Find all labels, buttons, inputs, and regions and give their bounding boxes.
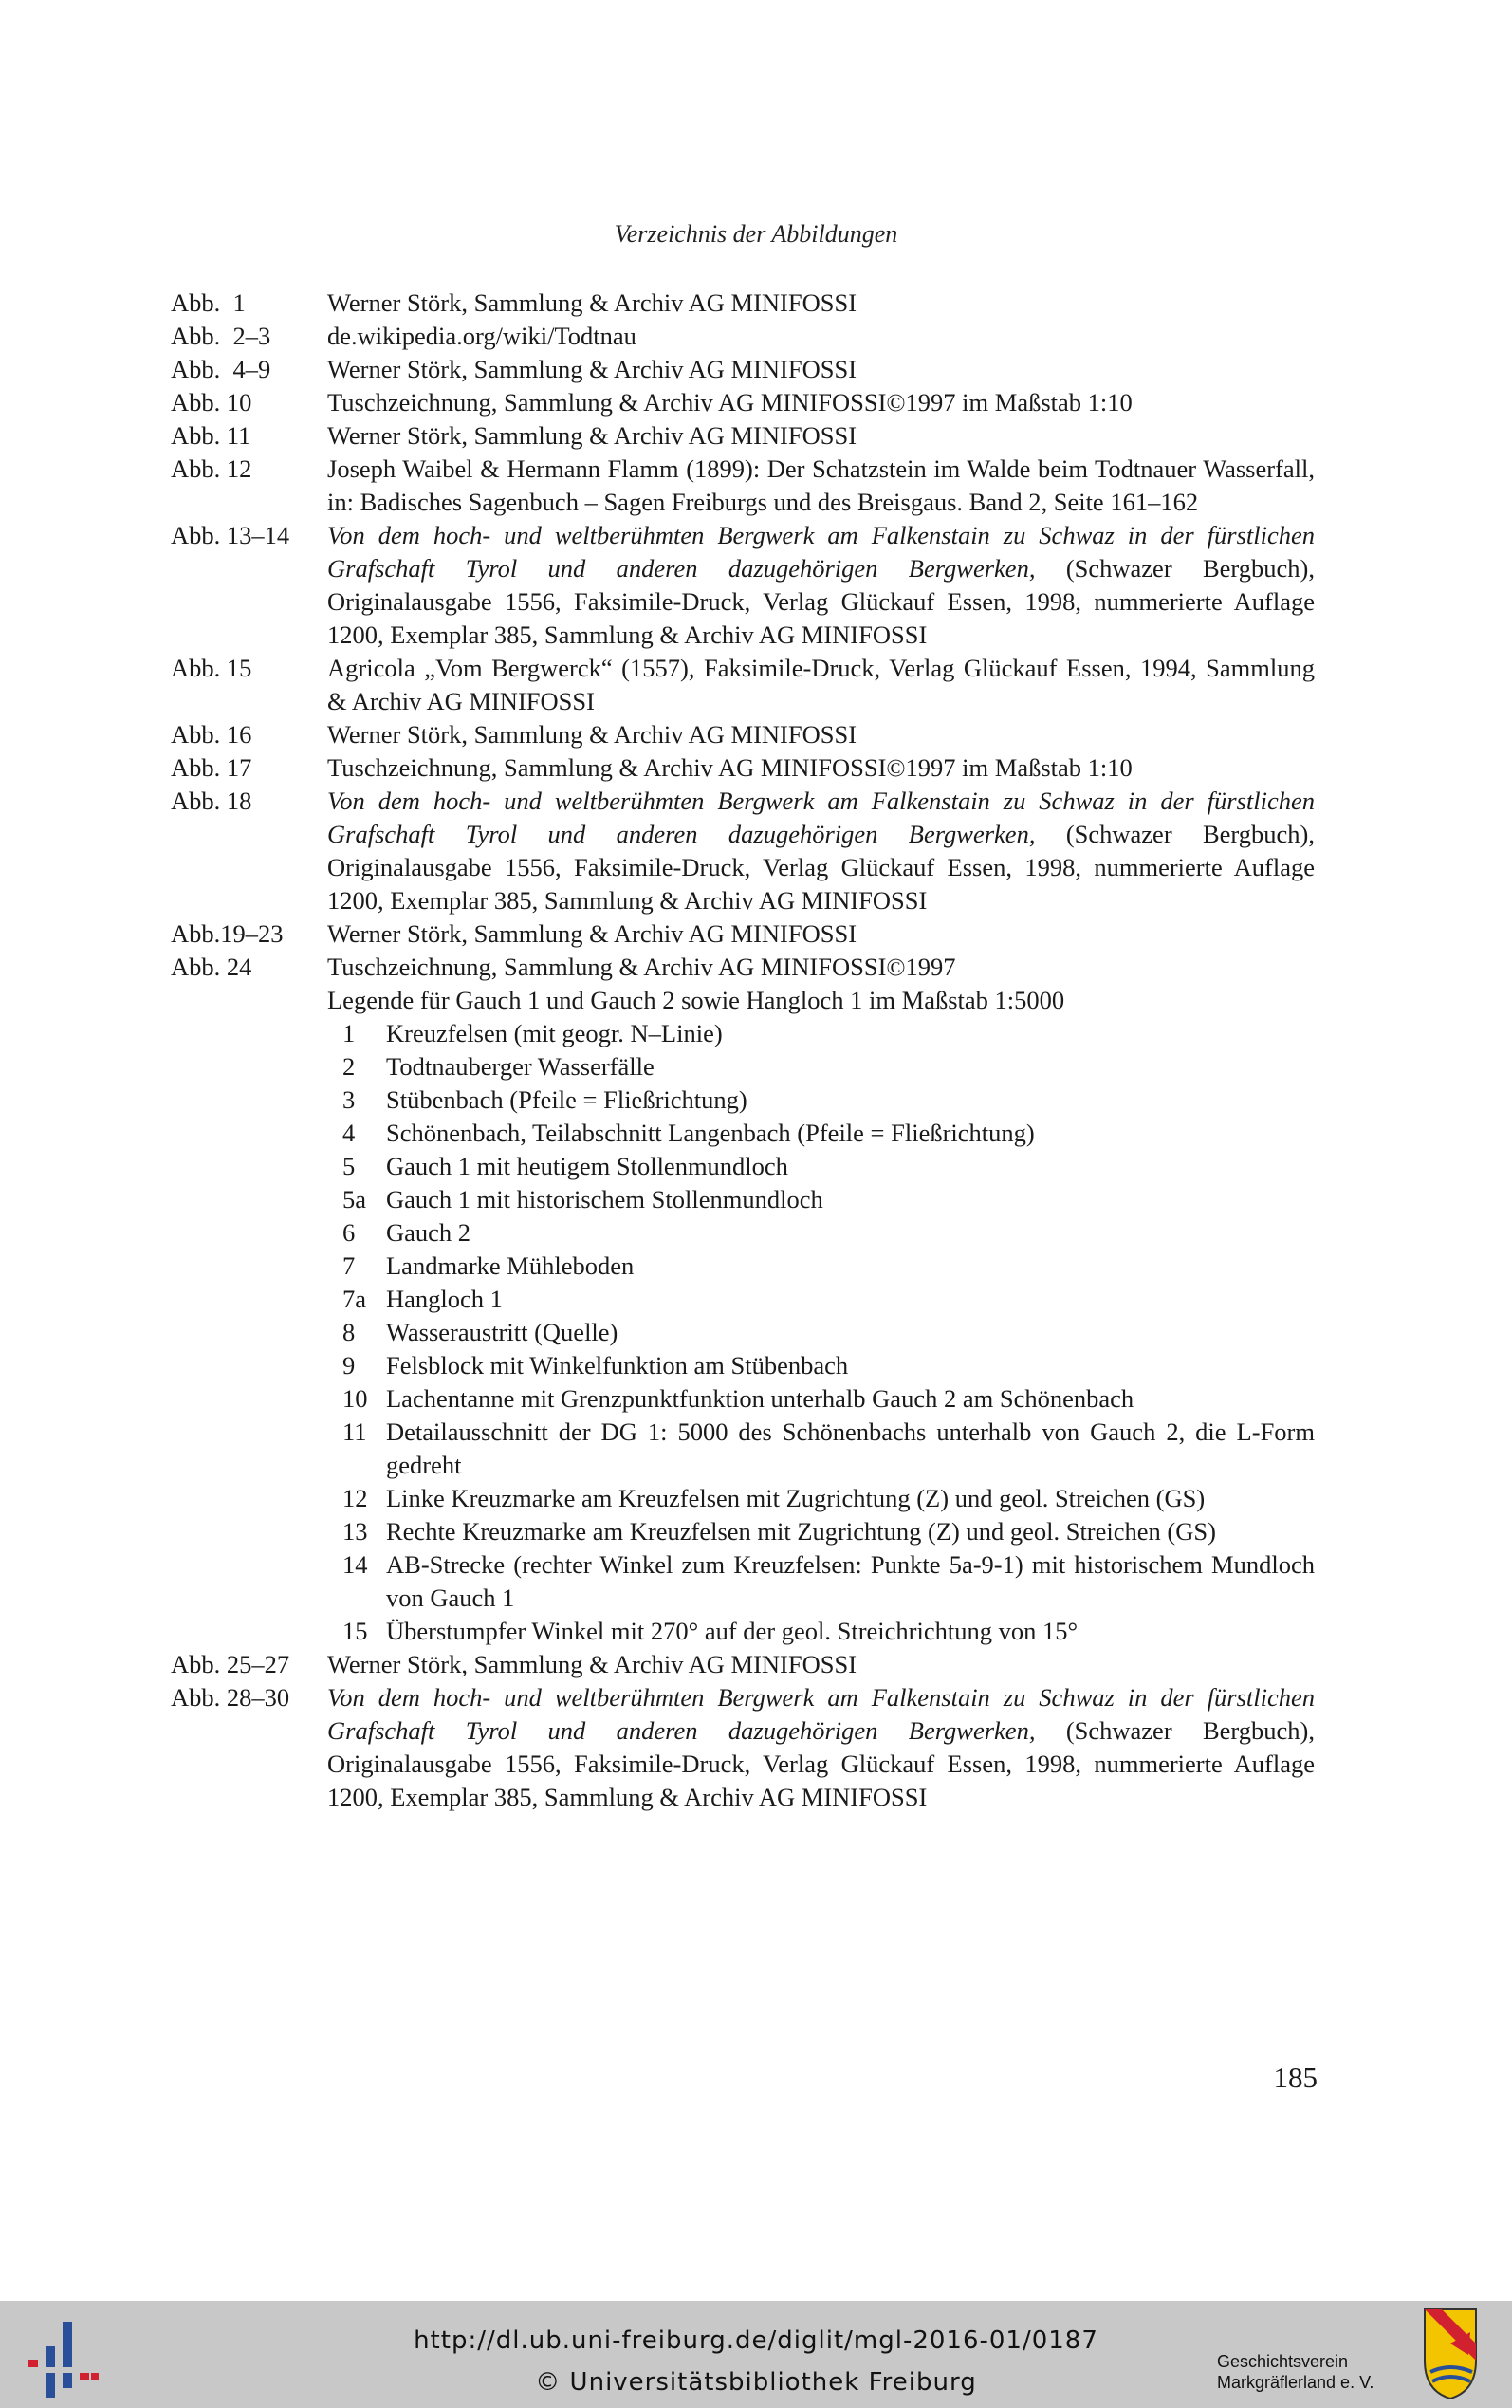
figure-label: Abb. 12 — [171, 454, 252, 483]
page-heading: Verzeichnis der Abbildungen — [614, 220, 898, 248]
figure-label: Abb. 4–9 — [171, 355, 271, 383]
figure-entry — [171, 951, 1315, 984]
legend-text: Gauch 2 — [386, 1218, 471, 1247]
legend-text: Gauch 1 mit historischem Stollenmundloch — [386, 1185, 823, 1213]
legend-number: 8 — [342, 1318, 356, 1346]
page-number: 185 — [1273, 2061, 1318, 2094]
figure-label: Abb. 24 — [171, 953, 252, 981]
legend-item — [327, 1250, 1315, 1283]
figure-entry — [171, 320, 1315, 353]
figure-label: Abb.19–23 — [171, 919, 284, 948]
legend-item — [327, 1349, 1315, 1382]
legend-text: Detailausschnitt der DG 1: 5000 des Schönenbachs unterhalb von Gauch 2, die L-Form gedreht — [386, 1417, 1315, 1479]
legend-item — [327, 1482, 1315, 1515]
legend-text: Landmarke Mühleboden — [386, 1251, 635, 1280]
figure-entry — [171, 917, 1315, 951]
figure-entry — [171, 1648, 1315, 1681]
society-line-2: Markgräflerland e. V. — [1217, 2373, 1374, 2392]
legend-text: AB-Strecke (rechter Winkel zum Kreuzfelsen: Punkte 5a-9-1) mit historischem Mundloch von Gauch 1 — [386, 1550, 1315, 1612]
source-text: Werner Störk, Sammlung & Archiv AG MINIFOSSI — [327, 919, 857, 948]
footer-copyright: © Universitätsbibliothek Freiburg — [535, 2368, 977, 2397]
entries-group-before — [171, 287, 1315, 984]
italic-title: Von dem hoch- und weltberühmten Bergwerk am Falkenstain zu Schwaz in der fürstlichen Grafschaft Tyrol und anderen dazugehörigen Bergwerken, — [327, 1683, 1315, 1745]
legend-text: Überstumpfer Winkel mit 270° auf der geol. Streichrichtung von 15° — [386, 1617, 1079, 1645]
legend-item — [327, 1416, 1315, 1482]
figure-source — [327, 320, 1315, 353]
figure-label: Abb. 11 — [171, 421, 251, 450]
figure-source — [327, 751, 1315, 785]
legend-item — [327, 1283, 1315, 1316]
legend-item — [327, 1117, 1315, 1150]
figure-entry — [171, 287, 1315, 320]
legend-item — [327, 1050, 1315, 1084]
source-text: Werner Störk, Sammlung & Archiv AG MINIFOSSI — [327, 720, 857, 749]
legend-number: 5 — [342, 1152, 356, 1180]
figure-source — [327, 353, 1315, 386]
italic-title: Von dem hoch- und weltberühmten Bergwerk am Falkenstain zu Schwaz in der fürstlichen Grafschaft Tyrol und anderen dazugehörigen Bergwerken, — [327, 521, 1315, 583]
legend-text: Felsblock mit Winkelfunktion am Stübenbach — [386, 1351, 849, 1380]
legend-item — [327, 1515, 1315, 1548]
legend-number: 7a — [342, 1285, 367, 1313]
legend-number: 10 — [342, 1384, 368, 1413]
legend-item — [327, 1615, 1315, 1648]
legend-number: 3 — [342, 1085, 356, 1114]
figure-label: Abb. 18 — [171, 787, 252, 815]
legend-list — [171, 1017, 1315, 1648]
figure-source — [327, 718, 1315, 751]
figure-entry — [171, 453, 1315, 519]
figure-label: Abb. 2–3 — [171, 322, 271, 350]
figure-label: Abb. 1 — [171, 288, 246, 317]
legend-number: 9 — [342, 1351, 356, 1380]
figure-label: Abb. 17 — [171, 753, 252, 782]
legend-text: Rechte Kreuzmarke am Kreuzfelsen mit Zugrichtung (Z) und geol. Streichen (GS) — [386, 1517, 1216, 1546]
source-text: Joseph Waibel & Hermann Flamm (1899): Der Schatzstein im Walde beim Todtnauer Wasserfall, in: Badisches Sagenbuch – Sagen Freiburgs und des Breisgaus. Band 2, Seite 161–162 — [327, 454, 1315, 516]
legend-text: Schönenbach, Teilabschnitt Langenbach (Pfeile = Fließrichtung) — [386, 1119, 1035, 1147]
source-text: Werner Störk, Sammlung & Archiv AG MINIFOSSI — [327, 421, 857, 450]
legend-text: Linke Kreuzmarke am Kreuzfelsen mit Zugrichtung (Z) und geol. Streichen (GS) — [386, 1484, 1206, 1512]
figure-source — [327, 652, 1315, 718]
source-text: Agricola „Vom Bergwerck“ (1557), Faksimile-Druck, Verlag Glückauf Essen, 1994, Sammlung & Archiv AG MINIFOSSI — [327, 654, 1315, 715]
figure-source — [327, 951, 1315, 984]
source-text: de.wikipedia.org/wiki/Todtnau — [327, 322, 636, 350]
source-text: Werner Störk, Sammlung & Archiv AG MINIFOSSI — [327, 355, 857, 383]
legend-number: 13 — [342, 1517, 368, 1546]
legend-text: Lachentanne mit Grenzpunktfunktion unterhalb Gauch 2 am Schönenbach — [386, 1384, 1134, 1413]
legend-text: Wasseraustritt (Quelle) — [386, 1318, 618, 1346]
legend-text: Stübenbach (Pfeile = Fließrichtung) — [386, 1085, 747, 1114]
source-text: (Schwazer Bergbuch), Originalausgabe 1556, Faksimile-Druck, Verlag Glückauf Essen, 1998, nummerierte Auflage 1200, Exemplar 385, Sammlung & Archiv AG MINIFOSSI — [327, 554, 1315, 649]
legend-item — [327, 1316, 1315, 1349]
figure-label: Abb. 15 — [171, 654, 252, 682]
legend-text: Kreuzfelsen (mit geogr. N–Linie) — [386, 1019, 723, 1047]
legend-number: 11 — [342, 1417, 367, 1446]
figure-entry — [171, 751, 1315, 785]
figure-source — [327, 1681, 1315, 1814]
figure-label: Abb. 16 — [171, 720, 252, 749]
legend-text: Todtnauberger Wasserfälle — [386, 1052, 655, 1081]
legend-item — [327, 1183, 1315, 1216]
legend-text: Hangloch 1 — [386, 1285, 503, 1313]
figure-source — [327, 287, 1315, 320]
legend-item — [327, 1017, 1315, 1050]
figure-entry — [171, 785, 1315, 917]
legend-item — [327, 1084, 1315, 1117]
source-text: Tuschzeichnung, Sammlung & Archiv AG MINIFOSSI©1997 im Maßstab 1:10 — [327, 753, 1133, 782]
source-text: (Schwazer Bergbuch), Originalausgabe 1556, Faksimile-Druck, Verlag Glückauf Essen, 1998, nummerierte Auflage 1200, Exemplar 385, Sammlung & Archiv AG MINIFOSSI — [327, 820, 1315, 915]
figure-source — [327, 453, 1315, 519]
figure-entry — [171, 652, 1315, 718]
source-text: Tuschzeichnung, Sammlung & Archiv AG MINIFOSSI©1997 im Maßstab 1:10 — [327, 388, 1133, 417]
figure-source — [327, 785, 1315, 917]
legend-item — [327, 1150, 1315, 1183]
source-text: Werner Störk, Sammlung & Archiv AG MINIFOSSI — [327, 288, 857, 317]
figure-entry — [171, 419, 1315, 453]
figure-entry — [171, 718, 1315, 751]
figure-label: Abb. 10 — [171, 388, 252, 417]
figure-entry — [171, 353, 1315, 386]
legend-number: 15 — [342, 1617, 368, 1645]
society-name — [1217, 2351, 1374, 2393]
legend-number: 7 — [342, 1251, 356, 1280]
legend-heading: Legende für Gauch 1 und Gauch 2 sowie Hangloch 1 im Maßstab 1:5000 — [327, 986, 1065, 1014]
figure-source — [327, 917, 1315, 951]
legend-number: 12 — [342, 1484, 368, 1512]
figure-label: Abb. 28–30 — [171, 1683, 290, 1712]
figure-source — [327, 419, 1315, 453]
legend-item — [327, 1548, 1315, 1615]
entries-group-after — [171, 1648, 1315, 1814]
italic-title: Von dem hoch- und weltberühmten Bergwerk am Falkenstain zu Schwaz in der fürstlichen Grafschaft Tyrol und anderen dazugehörigen Bergwerken, — [327, 787, 1315, 848]
figure-source — [327, 519, 1315, 652]
society-line-1: Geschichtsverein — [1217, 2352, 1349, 2371]
legend-number: 1 — [342, 1019, 356, 1047]
legend-item — [327, 1216, 1315, 1250]
legend-number: 2 — [342, 1052, 356, 1081]
figure-entry — [171, 519, 1315, 652]
legend-number: 6 — [342, 1218, 356, 1247]
legend-item — [327, 1382, 1315, 1416]
legend-text: Gauch 1 mit heutigem Stollenmundloch — [386, 1152, 788, 1180]
legend-number: 5a — [342, 1185, 367, 1213]
source-text: Tuschzeichnung, Sammlung & Archiv AG MINIFOSSI©1997 — [327, 953, 956, 981]
figure-entry — [171, 386, 1315, 419]
source-text: Werner Störk, Sammlung & Archiv AG MINIFOSSI — [327, 1650, 857, 1678]
figure-entry — [171, 1681, 1315, 1814]
figure-source — [327, 1648, 1315, 1681]
figure-list — [171, 287, 1315, 1814]
source-text: (Schwazer Bergbuch), Originalausgabe 1556, Faksimile-Druck, Verlag Glückauf Essen, 1998, nummerierte Auflage 1200, Exemplar 385, Sammlung & Archiv AG MINIFOSSI — [327, 1716, 1315, 1811]
figure-source — [327, 386, 1315, 419]
figure-label: Abb. 13–14 — [171, 521, 290, 549]
legend-number: 14 — [342, 1550, 368, 1579]
legend-number: 4 — [342, 1119, 356, 1147]
footer-url[interactable]: http://dl.ub.uni-freiburg.de/diglit/mgl-2016-01/0187 — [414, 2326, 1098, 2355]
figure-label: Abb. 25–27 — [171, 1650, 290, 1678]
